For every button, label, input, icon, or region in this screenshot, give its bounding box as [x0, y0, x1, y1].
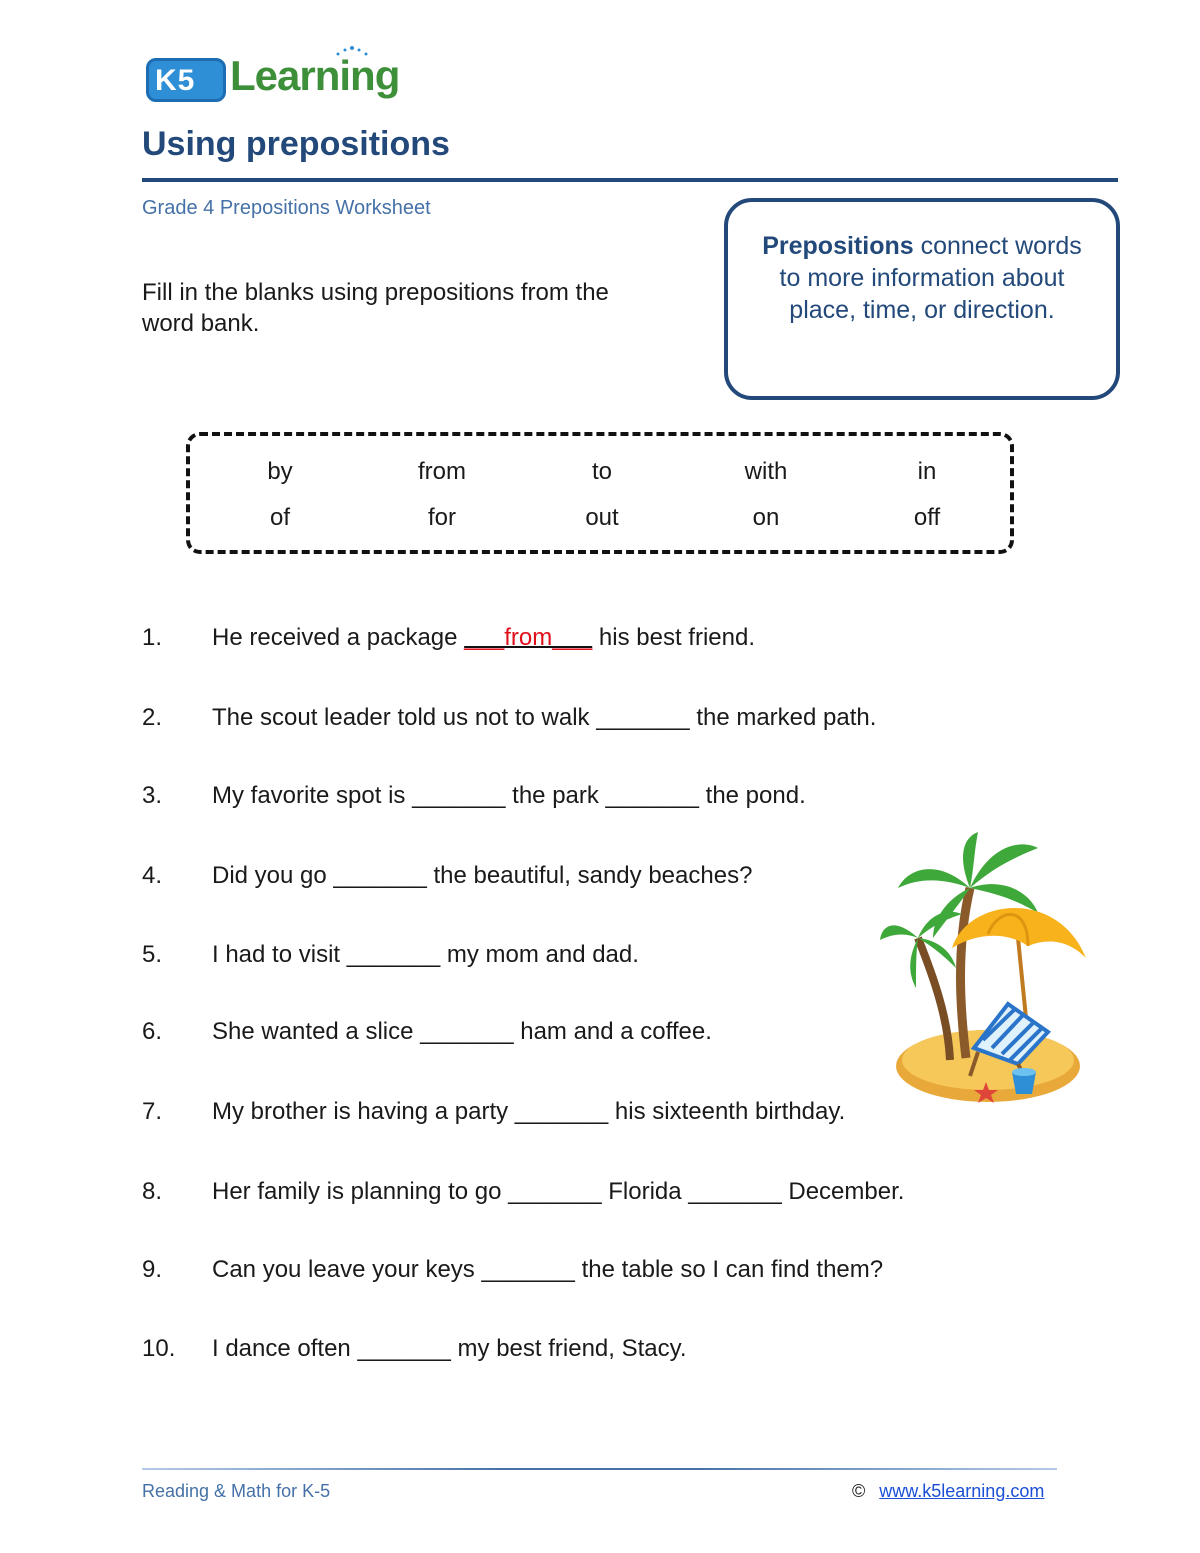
question-text: She wanted a slice _______ ham and a coffee. — [212, 1018, 712, 1045]
word-bank-word: of — [269, 504, 290, 531]
word-bank-word: for — [427, 504, 456, 531]
word-bank-word: off — [913, 504, 941, 531]
question-text: Her family is planning to go _______ Florida _______ December. — [212, 1178, 905, 1205]
question-text: My brother is having a party _______ his sixteenth birthday. — [212, 1098, 846, 1125]
definition-text: connect words to more information about place, time, or direction. — [779, 232, 1082, 324]
question-text: The scout leader told us not to walk _______ the marked path. — [212, 704, 877, 731]
footer-right — [852, 1481, 1044, 1502]
question-number: 6. — [142, 1018, 163, 1045]
question-number: 2. — [142, 704, 163, 731]
question-text: He received a package ___from___ his best friend. — [212, 624, 755, 651]
answer-from: ___from___ — [464, 624, 593, 651]
question-number: 10. — [142, 1335, 176, 1362]
word-bank-word: to — [591, 458, 612, 485]
word-bank-word: with — [744, 458, 788, 485]
footer-tagline: Reading & Math for K-5 — [142, 1481, 331, 1501]
word-bank-word: on — [752, 504, 780, 531]
definition-box — [724, 198, 1120, 400]
instruction-text: Fill in the blanks using prepositions from the word bank. — [142, 279, 609, 337]
footer-divider — [142, 1468, 1057, 1470]
question-text: Did you go _______ the beautiful, sandy beaches? — [212, 862, 753, 889]
question-number: 5. — [142, 941, 163, 968]
copyright-symbol: © — [852, 1481, 866, 1501]
page-subtitle: Grade 4 Prepositions Worksheet — [142, 197, 431, 219]
logo-word: Learning — [230, 52, 400, 99]
website-link[interactable]: www.k5learning.com — [879, 1481, 1045, 1501]
question-number: 9. — [142, 1256, 163, 1283]
question-text: I had to visit _______ my mom and dad. — [212, 941, 639, 968]
word-bank-word: out — [585, 504, 619, 531]
k5-learning-logo — [146, 44, 400, 110]
word-bank-word: in — [917, 458, 937, 485]
question-number: 1. — [142, 624, 163, 651]
word-bank-word: from — [418, 458, 466, 485]
logo-badge: K5 — [146, 58, 226, 102]
question-text: My favorite spot is _______ the park _______ the pond. — [212, 782, 806, 809]
question-number: 8. — [142, 1178, 163, 1205]
question-number: 7. — [142, 1098, 163, 1125]
question-number: 3. — [142, 782, 163, 809]
page-title: Using prepositions — [142, 125, 450, 163]
definition-term: Prepositions — [762, 232, 914, 260]
question-number: 4. — [142, 862, 163, 889]
beach-palm-umbrella-chair-image — [878, 828, 1090, 1110]
word-bank — [186, 432, 1014, 554]
question-text: I dance often _______ my best friend, Stacy. — [212, 1335, 687, 1362]
word-bank-row-1 — [190, 458, 1010, 488]
word-bank-row-2 — [190, 504, 1010, 534]
question-text: Can you leave your keys _______ the table so I can find them? — [212, 1256, 884, 1283]
word-bank-word: by — [267, 458, 293, 485]
title-divider — [142, 178, 1118, 182]
